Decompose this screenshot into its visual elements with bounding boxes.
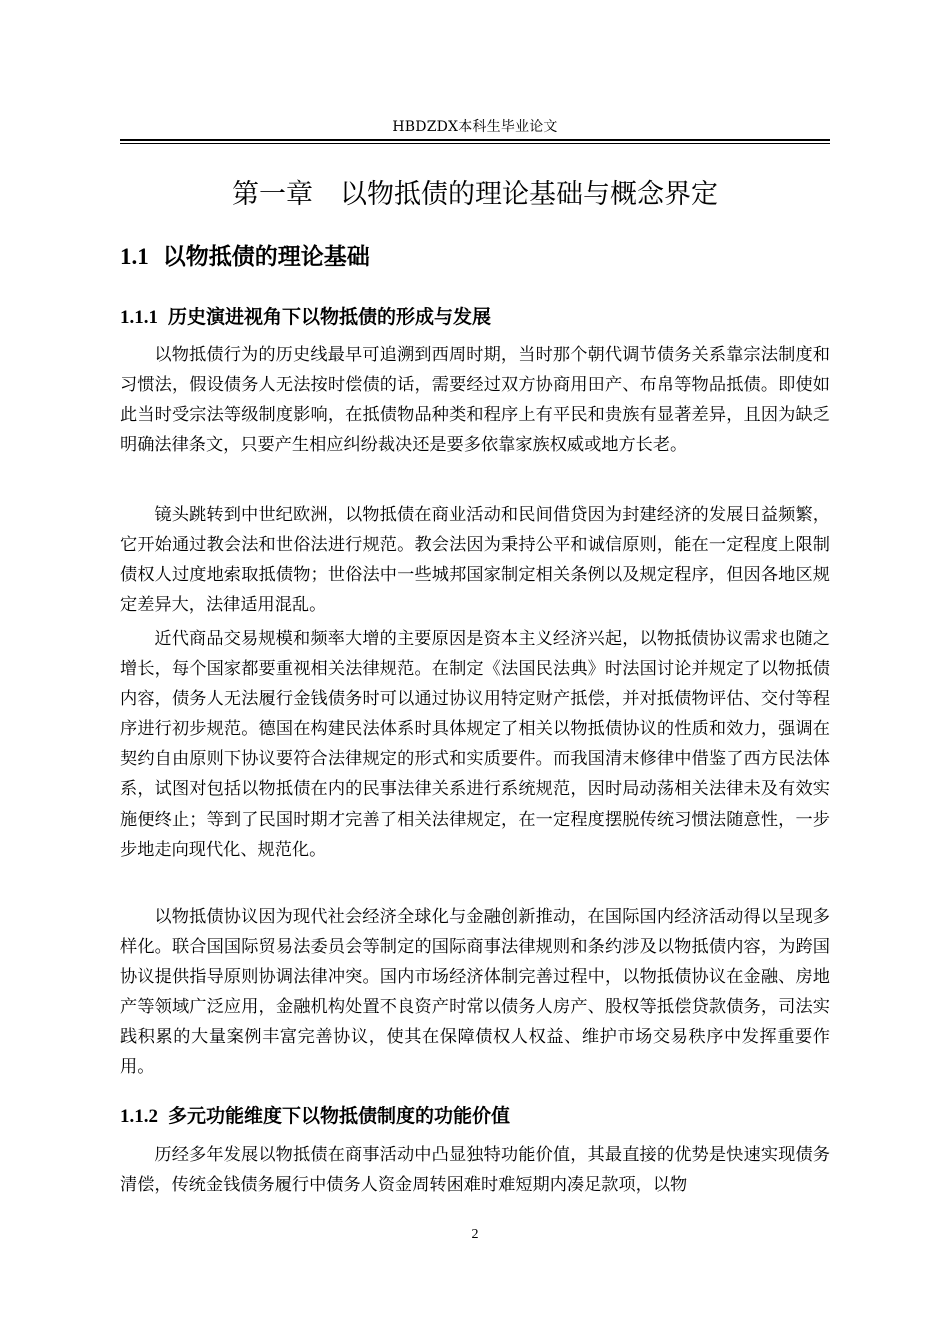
subsection-title-text: 多元功能维度下以物抵债制度的功能价值	[168, 1105, 511, 1127]
section-title-text: 以物抵债的理论基础	[162, 244, 370, 270]
header-rule	[120, 139, 830, 141]
body-paragraph: 镜头跳转到中世纪欧洲，以物抵债在商业活动和民间借贷因为封建经济的发展日益频繁，它开始通过教会法和世俗法进行规范。教会法因为秉持公平和诚信原则，能在一定程度上限制债权人过度地索取抵债物；世俗法中一些城邦国家制定相关条例以及规定程序，但因各地区规定差异大，法律适用混乱。	[120, 505, 830, 616]
header-rule-thin	[120, 143, 830, 144]
section-number: 1.1	[120, 244, 149, 269]
subsection-heading-1-1-1	[120, 302, 491, 329]
running-header: HBDZDX本科生毕业论文	[392, 119, 558, 135]
subsection-heading-1-1-2	[120, 1101, 510, 1128]
body-paragraph: 以物抵债协议因为现代社会经济全球化与金融创新推动，在国际国内经济活动得以呈现多样化。联合国国际贸易法委员会等制定的国际商事法律规则和条约涉及以物抵债内容，为跨国协议提供指导原则协调法律冲突。国内市场经济体制完善过程中，以物抵债协议在金融、房地产等领域广泛应用，金融机构处置不良资产时常以债务人房产、股权等抵偿贷款债务，司法实践积累的大量案例丰富完善协议，使其在保障债权人权益、维护市场交易秩序中发挥重要作用。	[120, 907, 830, 1078]
chapter-title: 第一章 以物抵债的理论基础与概念界定	[232, 179, 718, 210]
subsection-number: 1.1.1	[120, 307, 158, 328]
body-paragraph: 以物抵债行为的历史线最早可追溯到西周时期，当时那个朝代调节债务关系靠宗法制度和习惯法，假设债务人无法按时偿债的话，需要经过双方协商用田产、布帛等物品抵债。即使如此当时受宗法等级制度影响，在抵债物品种类和程序上有平民和贵族有显著差异，且因为缺乏明确法律条文，只要产生相应纠纷裁决还是要多依靠家族权威或地方长老。	[120, 345, 830, 456]
body-paragraph: 近代商品交易规模和频率大增的主要原因是资本主义经济兴起，以物抵债协议需求也随之增长，每个国家都要重视相关法律规范。在制定《法国民法典》时法国讨论并规定了以物抵债内容，债务人无法履行金钱债务时可以通过协议用特定财产抵偿，并对抵债物评估、交付等程序进行初步规范。德国在构建民法体系时具体规定了相关以物抵债协议的性质和效力，强调在契约自由原则下协议要符合法律规定的形式和实质要件。而我国清末修律中借鉴了西方民法体系，试图对包括以物抵债在内的民事法律关系进行系统规范，因时局动荡相关法律未及有效实施便终止；等到了民国时期才完善了相关法律规定，在一定程度摆脱传统习惯法随意性，一步步地走向现代化、规范化。	[120, 629, 830, 860]
subsection-number: 1.1.2	[120, 1106, 158, 1127]
page-number: 2	[471, 1227, 479, 1242]
body-paragraph: 历经多年发展以物抵债在商事活动中凸显独特功能价值，其最直接的优势是快速实现债务清偿，传统金钱债务履行中债务人资金周转困难时难短期内凑足款项，以物	[120, 1145, 830, 1196]
subsection-title-text: 历史演进视角下以物抵债的形成与发展	[168, 306, 492, 328]
section-heading	[120, 238, 370, 271]
